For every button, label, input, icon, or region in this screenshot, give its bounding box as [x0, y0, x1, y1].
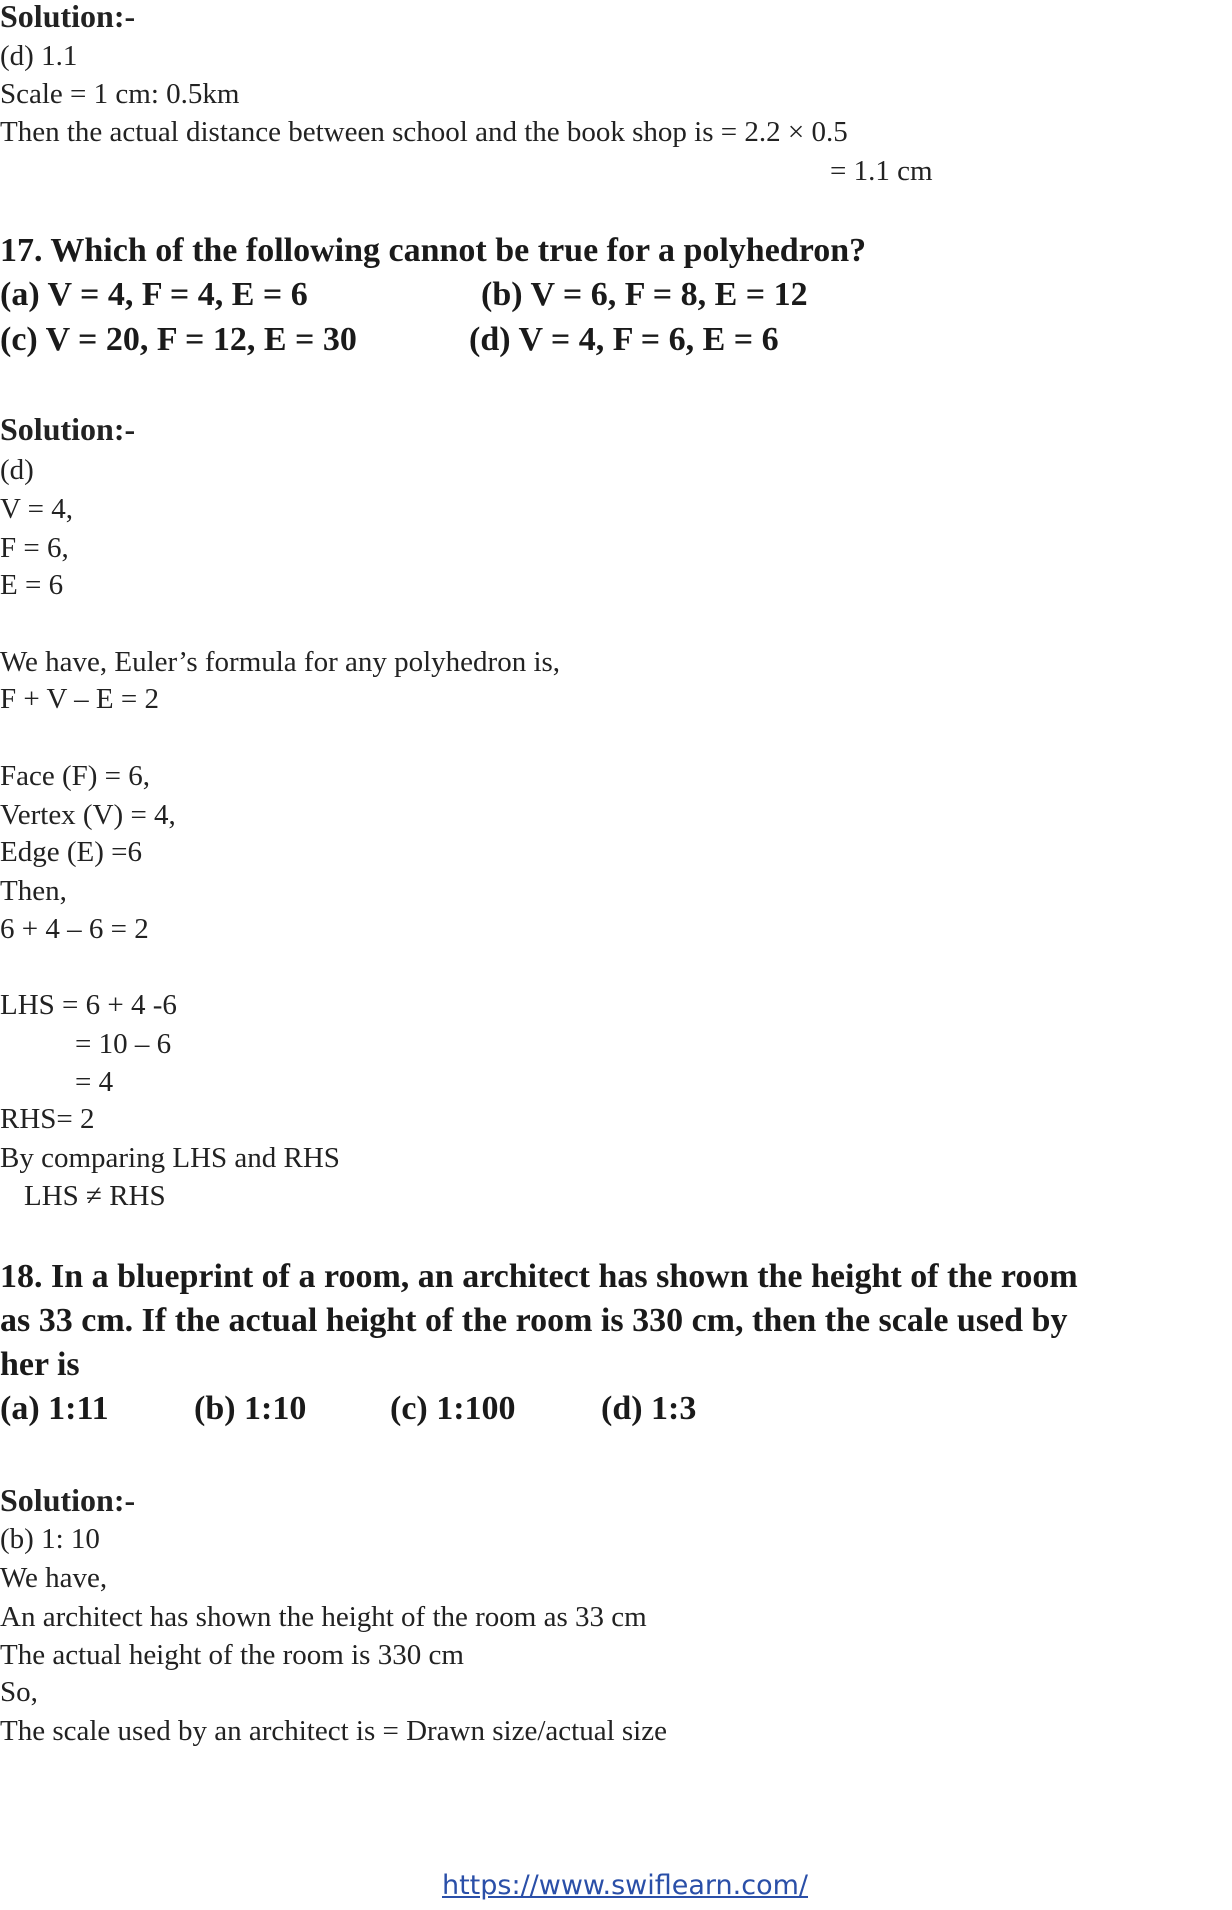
text-line: By comparing LHS and RHS — [0, 1142, 340, 1174]
question-text: as 33 cm. If the actual height of the room is 330 cm, then the scale used by — [0, 1302, 1068, 1339]
text-line: Edge (E) =6 — [0, 836, 142, 868]
footer-link[interactable]: https://www.swiflearn.com/ — [441, 1870, 809, 1901]
option-a: (a) V = 4, F = 4, E = 6 — [0, 276, 308, 313]
option-d: (d) V = 4, F = 6, E = 6 — [469, 321, 779, 358]
question-text: 17. Which of the following cannot be true for a polyhedron? — [0, 232, 867, 269]
text-line: The scale used by an architect is = Drawn size/actual size — [0, 1715, 667, 1747]
text-line: 6 + 4 – 6 = 2 — [0, 913, 149, 945]
text-line: Then the actual distance between school and the book shop is = 2.2 × 0.5 — [0, 116, 848, 148]
text-line: We have, — [0, 1562, 108, 1594]
option-c: (c) 1:100 — [390, 1390, 516, 1427]
option-c: (c) V = 20, F = 12, E = 30 — [0, 321, 357, 358]
text-line: So, — [0, 1676, 38, 1708]
text-line: = 1.1 cm — [830, 155, 933, 187]
option-b: (b) V = 6, F = 8, E = 12 — [481, 276, 808, 313]
text-line: LHS = 6 + 4 -6 — [0, 989, 177, 1021]
solution-heading: Solution:- — [0, 0, 136, 34]
text-line: (b) 1: 10 — [0, 1523, 100, 1555]
text-line: Scale = 1 cm: 0.5km — [0, 78, 240, 110]
text-line: An architect has shown the height of the room as 33 cm — [0, 1601, 647, 1633]
option-b: (b) 1:10 — [194, 1390, 307, 1427]
text-line: F = 6, — [0, 532, 69, 564]
text-line: Vertex (V) = 4, — [0, 799, 176, 831]
text-line: = 4 — [75, 1066, 114, 1098]
text-line: = 10 – 6 — [75, 1028, 172, 1060]
text-line: Then, — [0, 875, 67, 907]
text-line: F + V – E = 2 — [0, 683, 159, 715]
option-a: (a) 1:11 — [0, 1390, 109, 1427]
text-line: LHS ≠ RHS — [24, 1180, 166, 1212]
text-line: RHS= 2 — [0, 1103, 95, 1135]
text-line: We have, Euler’s formula for any polyhedron is, — [0, 646, 561, 678]
solution-heading: Solution:- — [0, 1482, 136, 1518]
text-line: V = 4, — [0, 493, 74, 525]
text-line: Face (F) = 6, — [0, 760, 151, 792]
text-line: The actual height of the room is 330 cm — [0, 1639, 464, 1671]
text-line: (d) — [0, 454, 34, 486]
solution-heading: Solution:- — [0, 411, 136, 447]
question-text: her is — [0, 1346, 80, 1383]
question-text: 18. In a blueprint of a room, an architect has shown the height of the room — [0, 1258, 1078, 1295]
answer: (d) 1.1 — [0, 40, 78, 72]
text-line: E = 6 — [0, 569, 64, 601]
option-d: (d) 1:3 — [601, 1390, 697, 1427]
